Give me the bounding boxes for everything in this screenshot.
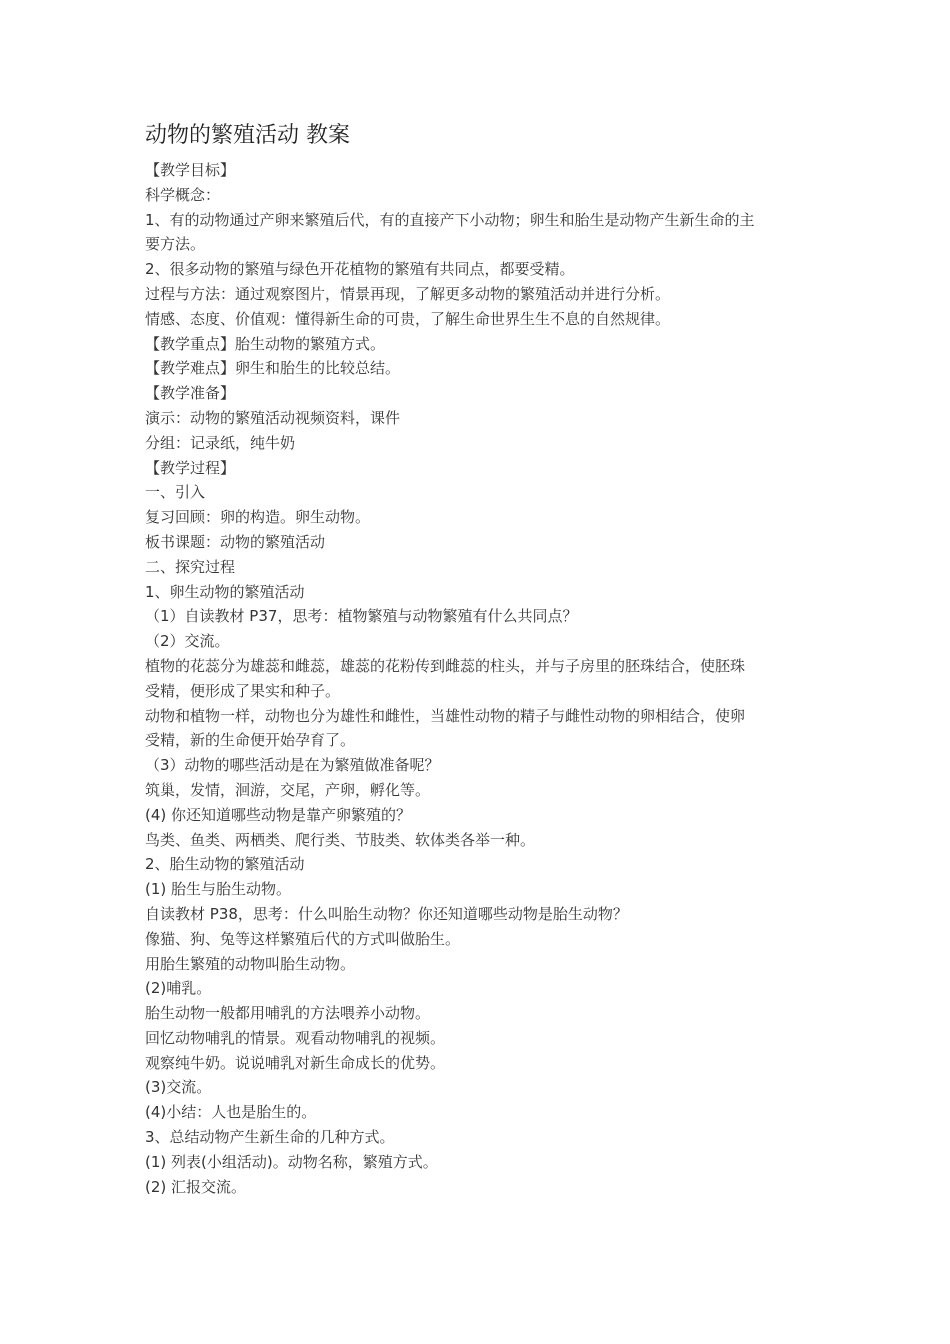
body-line: 【教学准备】 (145, 384, 236, 403)
body-line: 一、引入 (145, 483, 206, 502)
body-line: (1) 胎生与胎生动物。 (145, 880, 292, 899)
document-body (145, 158, 815, 1199)
body-line: 1、有的动物通过产卵来繁殖后代，有的直接产下小动物；卵生和胎生是动物产生新生命的主 (145, 210, 755, 229)
body-line: (2) 汇报交流。 (145, 1177, 247, 1196)
body-line: (2)哺乳。 (145, 979, 212, 998)
body-line: 2、很多动物的繁殖与绿色开花植物的繁殖有共同点，都要受精。 (145, 260, 575, 279)
body-line: 像猫、狗、兔等这样繁殖后代的方式叫做胎生。 (145, 929, 461, 948)
body-line: 板书课题：动物的繁殖活动 (145, 532, 326, 551)
body-line: 二、探究过程 (145, 557, 236, 576)
body-line: 复习回顾：卵的构造。卵生动物。 (145, 508, 371, 527)
body-line: 鸟类、鱼类、两栖类、爬行类、节肢类、软体类各举一种。 (145, 830, 536, 849)
body-line: 3、总结动物产生新生命的几种方式。 (145, 1128, 395, 1147)
body-line: 情感、态度、价值观：懂得新生命的可贵，了解生命世界生生不息的自然规律。 (145, 309, 671, 328)
body-line: 1、卵生动物的繁殖活动 (145, 582, 305, 601)
body-line: （2）交流。 (145, 632, 230, 651)
body-line: 用胎生繁殖的动物叫胎生动物。 (145, 954, 356, 973)
body-line: 【教学过程】 (145, 458, 236, 477)
body-line: 要方法。 (145, 235, 206, 254)
body-line: (4)小结：人也是胎生的。 (145, 1103, 317, 1122)
body-line: 观察纯牛奶。说说哺乳对新生命成长的优势。 (145, 1053, 446, 1072)
body-line: (1) 列表(小组活动)。动物名称，繁殖方式。 (145, 1152, 438, 1171)
body-line: 【教学目标】 (145, 161, 236, 179)
body-line: 受精，新的生命便开始孕育了。 (145, 731, 356, 750)
body-line: 过程与方法：通过观察图片，情景再现，了解更多动物的繁殖活动并进行分析。 (145, 284, 671, 303)
document-page (145, 118, 815, 1199)
body-line: 2、胎生动物的繁殖活动 (145, 855, 305, 874)
body-line: 筑巢，发情，洄游，交尾，产卵，孵化等。 (145, 780, 431, 799)
body-line: 科学概念： (145, 185, 221, 204)
body-line: 受精，便形成了果实和种子。 (145, 681, 341, 700)
body-line: 植物的花蕊分为雄蕊和雌蕊，雄蕊的花粉传到雌蕊的柱头，并与子房里的胚珠结合，使胚珠 (145, 656, 746, 675)
body-line: (4) 你还知道哪些动物是靠产卵繁殖的？ (145, 805, 412, 824)
body-line: 胎生动物一般都用哺乳的方法喂养小动物。 (145, 1004, 431, 1023)
body-line: 动物和植物一样，动物也分为雄性和雌性，当雄性动物的精子与雌性动物的卵相结合，使卵 (145, 706, 746, 725)
body-line: (3)交流。 (145, 1078, 212, 1097)
body-line: （1）自读教材 P37，思考：植物繁殖与动物繁殖有什么共同点？ (145, 607, 578, 626)
body-line: 演示：动物的繁殖活动视频资料，课件 (145, 408, 401, 427)
body-line: （3）动物的哪些活动是在为繁殖做准备呢？ (145, 756, 440, 775)
document-title: 动物的繁殖活动 教案 (145, 123, 350, 148)
body-line: 回忆动物哺乳的情景。观看动物哺乳的视频。 (145, 1028, 446, 1047)
body-line: 【教学难点】卵生和胎生的比较总结。 (145, 359, 401, 378)
body-line: 自读教材 P38，思考：什么叫胎生动物？你还知道哪些动物是胎生动物？ (145, 904, 628, 923)
body-line: 分组：记录纸，纯牛奶 (145, 433, 296, 452)
body-line: 【教学重点】胎生动物的繁殖方式。 (145, 334, 386, 353)
